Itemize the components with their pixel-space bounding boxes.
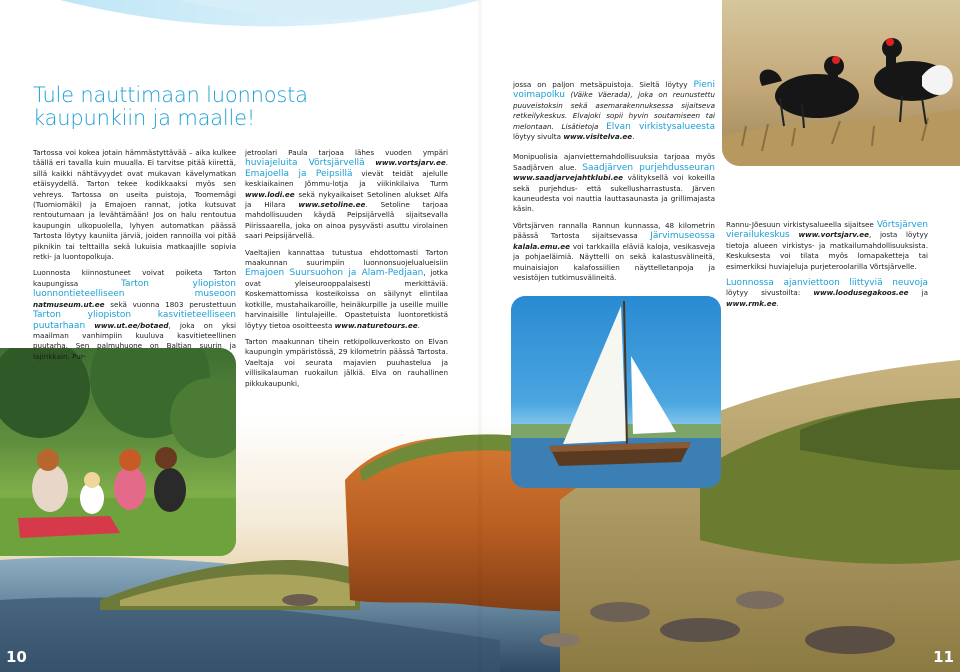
sailboat-photo [511, 296, 721, 488]
sailing-club-url-link[interactable]: www.saadjarvejahtklubi.ee [513, 173, 624, 183]
black-grouse-photo [722, 0, 960, 166]
vortsjarv-cruise-highlight: huviajeluita Võrtsjärvellä [245, 158, 365, 169]
lodi-url-link[interactable]: www.lodi.ee [245, 189, 295, 199]
museum-highlight: Tarton yliopiston luonnontieteelliseen museoon [33, 278, 236, 300]
col1-paragraph-1: Tartossa voi kokea jotain hämmästyttävää – aika kulkee täällä eri tavalla kuin muualla. Ei tarvitse pitää kiirettä, sillä kaikki nähtävyydet ovat mukavan kävelymatkan etäisyydellä. Tarton tekee kodikkaaksi myös sen vehreys. Tartossa on useita puistoja, Toomemägi (Tuomiomäki) ja Emajoen rannat, jotka kutsuvat rentoutumaan ja levähtämään! Jos on halu rentoutua kaupungin ulkopuolella, lyhyen automatkan päässä Tartosta löytyy kauniita järviä, joiden rannoilla voi pitää piknikin tai telttailla sekä lukuisia matkaajille sopivia retki- ja luontopolkuja. [33, 148, 236, 262]
text-span: . [776, 298, 779, 308]
text-span: ja [908, 288, 928, 298]
col3-paragraph-2 [513, 152, 715, 214]
text-span: välityksellä voi kokeilla sekä purjehdus- että sukellusharrastusta. Järven kauneudesta voi nauttia lauttasaunasta ja grillimajasta käsin. [513, 173, 715, 214]
col4-paragraph-1 [726, 220, 928, 272]
col2-paragraph-3: Tarton maakunnan tihein retkipolkuverkosto on Elvan kaupungin ympäristössä, 29 kilometrin päässä Tartosta. Vaeltaja voi seurata majavien puuhastelua ja villisikalauman ruokailun jälkiä. Elva on rauhallinen pikkukaupunki, [245, 336, 448, 388]
text-span: löytyy sivulta [513, 132, 564, 142]
botanical-garden-highlight: Tarton yliopiston kasvitieteelliseen puutarhaan [33, 310, 236, 331]
col3-paragraph-3 [513, 221, 715, 283]
text-span: Vaeltajien kannattaa tutustua ehdottomasti Tarton maakunnan suurimpiin luonnonsuojelualueisiin [245, 247, 448, 268]
visitelva-url-link[interactable]: www.visitelva.ee [563, 132, 633, 142]
elva-recreation-highlight: Elvan virkistysalueesta [606, 121, 715, 132]
text-span: , josta löytyy tietoja alueen virkistys- ja matkailumahdollisuuksista. Keskuksesta voi tilata myös lomapaketteja tai esimerkiksi huviajeluja purjeteroolarilla Võrtsjärvelle. [726, 230, 928, 271]
text-span: Rannu-Jõesuun virkistysalueella sijaitsee [726, 220, 877, 229]
power-trail-highlight: Pieni voimapolku [513, 80, 715, 101]
title-line-2: kaupunkiin ja maalle! [33, 106, 256, 130]
museum-url-link[interactable]: natmuseum.ut.ee [33, 299, 105, 309]
col2-paragraph-2 [245, 248, 448, 331]
text-column-4 [726, 220, 928, 315]
col2-paragraph-1 [245, 148, 448, 242]
loodusegakoos-url-link[interactable]: www.loodusegakoos.ee [813, 288, 909, 298]
text-column-2 [245, 148, 448, 395]
text-span: , jotka ovat yleiseurooppalaisesti merkittäviä. Koskemattomissa kosteikoissa on säilynyt elintilaa kotkille, mustahaikaroille, heinäkurpille ja useille muille harvinaisille lintulajeille. Opastetuista luontoretkistä löytyy tietoa osoitteesta [245, 268, 448, 330]
page-title [33, 84, 308, 130]
emajoki-peipsi-highlight: Emajoella ja Peipsillä [245, 168, 353, 179]
text-span: . Setoline tarjoaa mahdollisuuden käydä Peipsijärvellä sijaitsevalla Piirissaarella, joka on ainoa pysyvästi asuttu virolainen saari Peipsijärvellä. [245, 200, 449, 241]
text-span: löytyy sivustoilta: [726, 288, 814, 298]
col1-paragraph-2 [33, 268, 236, 362]
text-span: (Väike Väerada), joka on reunustettu puuveistoksin sekä asemarakennuksessa sijaitseva retkeilykeskus. Elvajoki sopii hyvin soutamiseen tai melontaan. Lisätietoja [513, 90, 715, 131]
setoline-url-link[interactable]: www.setoline.ee [298, 200, 366, 210]
picnic-photo [0, 348, 236, 556]
text-column-3 [513, 80, 715, 289]
nature-advice-highlight: Luonnossa ajanviettoon liittyviä neuvoja [726, 278, 928, 289]
naturetours-url-link[interactable]: www.naturetours.ee [334, 320, 418, 330]
page-number-left: 10 [6, 648, 27, 666]
text-span: vievät teidät ajelulle keskiaikainen Jõmmu-lotja ja viikinkilaiva Turm [245, 168, 448, 189]
text-span: Võrtsjärven rannalla Rannun kunnassa, 48 kilometrin päässä Tartosta sijaitsevassa [513, 220, 715, 241]
botanical-url-link[interactable]: www.ut.ee/botaed [94, 320, 169, 330]
vortsjarv-center-url-link[interactable]: www.vortsjarv.ee [798, 230, 869, 240]
col4-paragraph-2 [726, 278, 928, 309]
rmk-url-link[interactable]: www.rmk.ee [726, 298, 777, 308]
text-span: , joka on yksi maailman vanhimpiin kuuluva kasvitieteellinen puutarha. Sen palmuhuone on Baltian suurin ja lajirikkain. Pur- [33, 320, 236, 361]
page-number-right: 11 [933, 648, 954, 666]
text-span [365, 158, 376, 167]
text-span: . [632, 132, 635, 142]
text-span: jetroolari Paula tarjoaa lähes vuoden ympäri [245, 148, 448, 157]
col3-paragraph-1 [513, 80, 715, 142]
text-span: sekä vuonna 1803 perustettuun [104, 299, 236, 309]
text-span: jossa on paljon metsäpuistoja. Sieltä löytyy [513, 80, 694, 89]
text-span: Luonnosta kiinnostuneet voivat poiketa Tarton kaupungissa [33, 268, 236, 288]
text-span: . [445, 158, 448, 168]
lake-museum-highlight: Järvimuseossa [650, 231, 715, 242]
text-span [85, 321, 94, 330]
text-span: . [417, 320, 420, 330]
text-span: Monipuolisia ajanviettemahdollisuuksia tarjoaa myös Saadjärven alue. [513, 152, 715, 172]
sailing-club-highlight: Saadjärven purjehdusseuran [582, 162, 715, 173]
kalala-url-link[interactable]: kalala.emu.ee [513, 241, 570, 251]
nature-reserve-highlight: Emajoen Suursuohon ja Alam-Pedjaan [245, 268, 424, 279]
text-column-1 [33, 148, 236, 368]
vortsjarv-url-link[interactable]: www.vortsjarv.ee [375, 158, 446, 168]
title-line-1: Tule nauttimaan luonnosta [33, 83, 308, 107]
text-span: voi tarkkailla eläviä kaloja, vesikasveja ja pohjaeläimiä. Näyttelli on sekä kalastusvälineitä, muinaisiajon kalafossiilien näyttelletanpoja ja vesistöjen tutkimusvälineitä. [513, 241, 715, 282]
text-span: sekä nykyaikaiset Setolinen alukset Alfa ja Hilara [245, 189, 448, 210]
visitor-center-highlight: Võrtsjärven vierailukeskus [726, 220, 928, 241]
